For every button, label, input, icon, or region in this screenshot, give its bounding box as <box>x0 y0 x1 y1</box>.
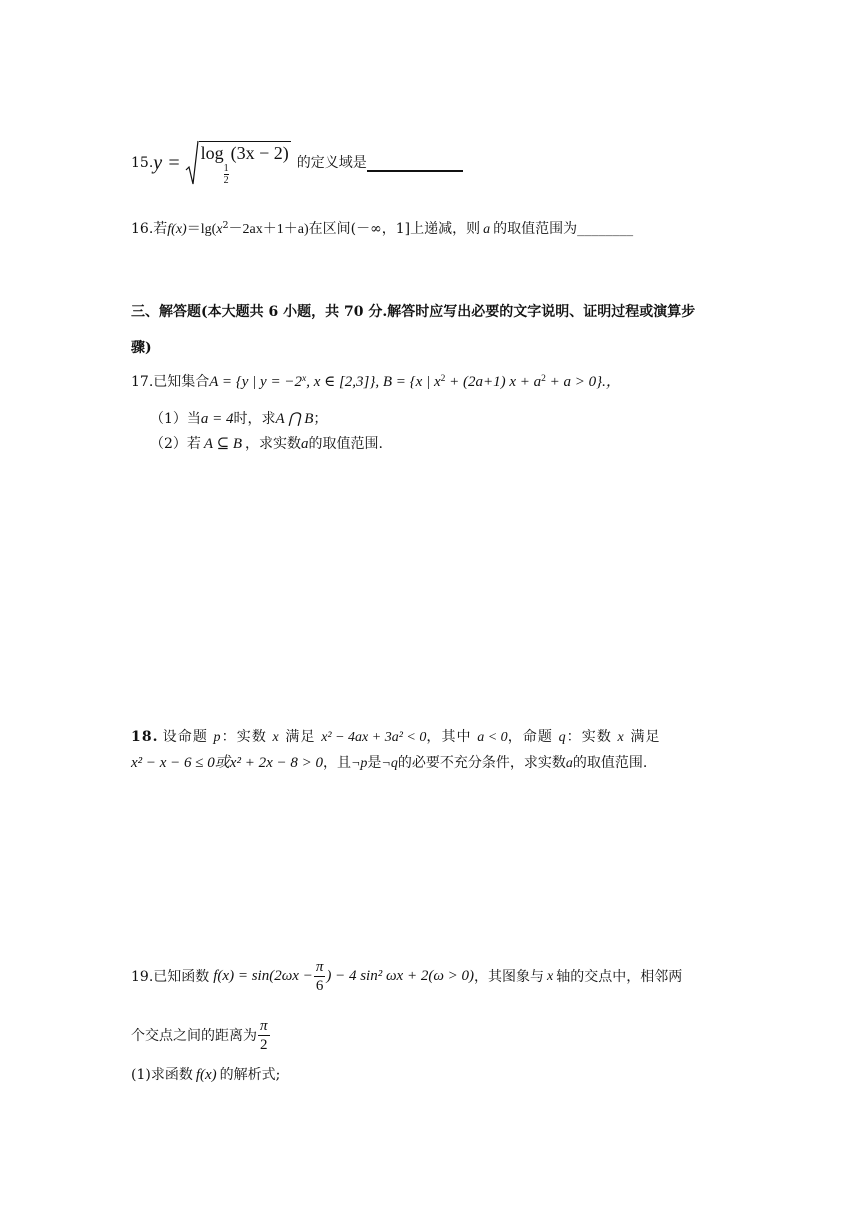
q17-set-a-rest: , x ∈ [2,3]}, B = {x | x <box>306 374 441 390</box>
q19-func-rest: ) − 4 sin² ωx + 2(ω > 0) <box>326 968 475 984</box>
question-19-line-2 <box>131 1017 271 1054</box>
q16-text-b: 在区间(－∞，1]上递减，则 <box>308 221 481 237</box>
q15-log: log <box>200 143 224 163</box>
q17-sq2: 2 <box>541 373 546 384</box>
q18-l2-d: 的取值范围. <box>572 755 648 771</box>
q19-x: x <box>547 968 554 984</box>
q15-arg: (3x − 2) <box>230 143 289 163</box>
q17-stem-prefix: 17.已知集合 <box>131 374 210 390</box>
q19-pi: π <box>315 959 324 975</box>
q16-x: x <box>216 222 223 237</box>
question-18-line-1 <box>131 730 661 745</box>
q18-l2-a: ，且 <box>322 755 351 771</box>
q19-pi-over-2 <box>258 1017 270 1054</box>
q17-part1-mid: 时，求 <box>233 411 276 427</box>
q18-ineq1: x² − 4ax + 3a² < 0 <box>321 730 427 745</box>
q16-number: 16. <box>131 221 154 237</box>
q17-part2-pre: （2）若 <box>150 436 201 452</box>
q18-l1-g: 满足 <box>630 729 661 745</box>
q18-l1-a: 设命题 <box>162 729 208 745</box>
q17-part2-a: a <box>301 436 309 452</box>
q17-sq1: 2 <box>440 373 446 384</box>
q18-a: a <box>565 756 573 771</box>
section-3-line2: 骤) <box>131 340 152 356</box>
q16-rest: －2ax＋1＋a) <box>228 222 309 237</box>
radical-sign-icon <box>185 140 199 186</box>
q19-part1-pre: (1)求函数 <box>131 1067 193 1083</box>
q17-part1-end: ； <box>313 411 328 427</box>
q17-part1-math: a = 4 <box>200 411 234 427</box>
q18-l2-c: 的必要不充分条件，求实数 <box>397 755 566 771</box>
q17-part2-math: A ⊆ B <box>203 436 243 452</box>
q18-ineq2: x² − x − 6 ≤ 0或x² + 2x − 8 > 0 <box>131 755 323 771</box>
q17-part-2 <box>150 437 383 452</box>
q19-func-lhs: f(x) = sin(2ωx − <box>213 968 313 984</box>
q18-np: ¬p <box>350 756 368 771</box>
q16-text-c: 的取值范围为 <box>493 221 578 237</box>
q19-pi2: π <box>260 1018 268 1034</box>
q15-base-num: 1 <box>223 163 229 174</box>
q16-text-a: 若 <box>153 221 168 237</box>
q18-l1-d: ，其中 <box>426 729 472 745</box>
q19-part1-end: 的解析式; <box>219 1067 281 1083</box>
q18-nq: ¬q <box>381 756 398 771</box>
q17-set-a: A = {y | y = −2 <box>209 374 302 390</box>
q17-part1-pre: （1）当 <box>150 411 201 427</box>
question-16 <box>131 219 634 237</box>
q18-x1: x <box>272 730 280 745</box>
q18-l1-f: ：实数 <box>566 729 612 745</box>
q18-x2: x <box>617 730 625 745</box>
section-3-heading <box>131 305 695 319</box>
q19-stem-mid: ，其图象与 <box>474 968 545 985</box>
q16-eq: ＝lg( <box>186 222 217 237</box>
q19-part1-math: f(x) <box>195 1067 217 1083</box>
q17-part2-end: 的取值范围. <box>308 436 383 452</box>
q19-two: 2 <box>260 1037 268 1053</box>
question-17 <box>131 375 621 390</box>
q18-cond: a < 0 <box>477 730 508 745</box>
q17-set-b-mid: + (2a+1) x + a <box>445 374 542 390</box>
q19-six: 6 <box>315 978 324 994</box>
q19-line2: 个交点之间的距离为 <box>131 1027 257 1044</box>
section-3-heading-cont <box>131 341 152 355</box>
q16-func: f(x) <box>167 222 187 237</box>
q15-answer-blank[interactable] <box>367 154 463 172</box>
q15-log-base <box>224 163 229 186</box>
q19-pi-over-6 <box>314 958 326 995</box>
question-18-line-2 <box>131 756 647 771</box>
q15-sqrt <box>185 140 291 186</box>
q18-l1-c: 满足 <box>285 729 316 745</box>
q18-number: 18. <box>131 729 159 745</box>
q15-lhs: y = <box>153 152 181 174</box>
q18-l1-e: ，命题 <box>507 729 553 745</box>
q17-part2-mid: ，求实数 <box>245 436 302 452</box>
q16-a: a <box>483 222 491 237</box>
q18-p: p <box>213 730 222 745</box>
q15-number: 15. <box>131 155 154 171</box>
question-19-line-1 <box>131 958 682 995</box>
section-3-line1: 三、解答题(本大题共 6 小题，共 70 分.解答时应写出必要的文字说明、证明过程或演算步 <box>131 304 696 320</box>
q17-part-1 <box>150 412 327 427</box>
question-15 <box>131 140 463 186</box>
q16-blank[interactable]: ________ <box>577 221 634 237</box>
q18-q: q <box>558 730 567 745</box>
q19-stem-prefix: 19.已知函数 <box>131 968 210 985</box>
q17-set-b-rest: + a > 0}.， <box>545 374 621 390</box>
q15-base-den: 2 <box>223 175 229 186</box>
q18-l1-b: ：实数 <box>221 729 267 745</box>
q19-stem-end: 轴的交点中，相邻两 <box>556 968 683 985</box>
q15-text: 的定义域是 <box>296 155 367 171</box>
q19-part-1 <box>131 1068 280 1083</box>
q16-sq: 2 <box>222 219 229 231</box>
q17-part1-math2: A ⋂ B <box>275 411 314 427</box>
q15-radicand <box>199 141 291 186</box>
q18-l2-b: 是 <box>367 755 382 771</box>
q17-exp-x: x <box>301 373 307 384</box>
